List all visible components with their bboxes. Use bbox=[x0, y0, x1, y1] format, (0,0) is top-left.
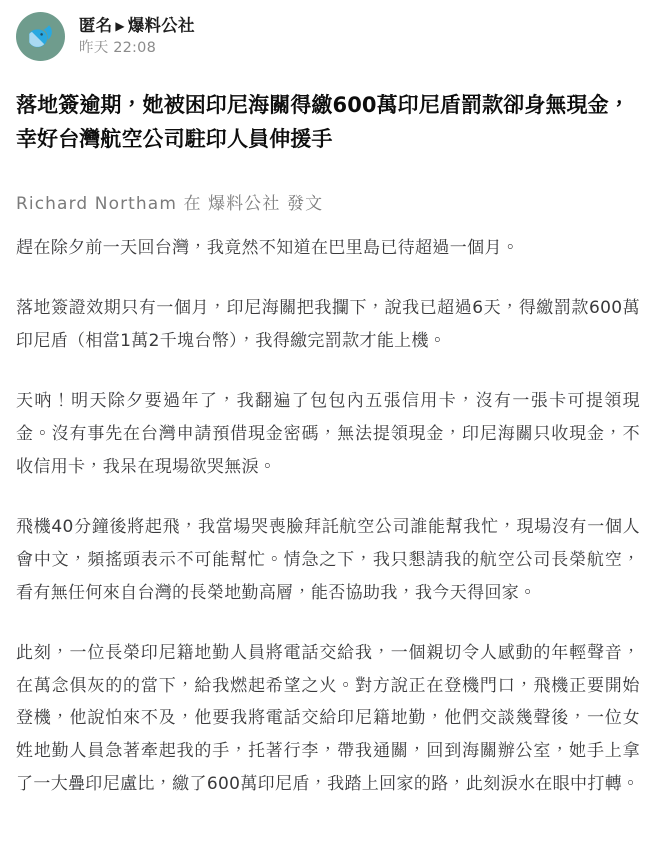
whale-icon bbox=[24, 20, 58, 54]
post-paragraph: 趕在除夕前一天回台灣，我竟然不知道在巴里島已待超過一個月。 bbox=[16, 237, 520, 258]
group-name[interactable]: 爆料公社 bbox=[127, 15, 195, 35]
post-timestamp[interactable]: 昨天 22:08 bbox=[79, 40, 156, 57]
arrow-separator-icon: ▶ bbox=[115, 18, 125, 33]
author-name[interactable]: 匿名 bbox=[79, 15, 113, 35]
post-paragraph: 天吶！明天除夕要過年了，我翻遍了包包內五張信用卡，沒有一張卡可提領現金。沒有事先在台灣申請預借現金密碼，無法提領現金，印尼海關只收現金，不收信用卡，我呆在現場欲哭無淚。 bbox=[16, 391, 640, 477]
header-text bbox=[79, 16, 195, 58]
post-paragraph: 落地簽證效期只有一個月，印尼海關把我攔下，說我已超過6天，得繳罰款600萬印尼盾（相當1萬2千塊台幣），我得繳完罰款才能上機。 bbox=[16, 298, 640, 351]
avatar[interactable] bbox=[16, 12, 65, 61]
post-body bbox=[0, 218, 656, 801]
post-paragraph: 飛機40分鐘後將起飛，我當場哭喪臉拜託航空公司誰能幫我忙，現場沒有一個人會中文，頻搖頭表示不可能幫忙。情急之下，我只懇請我的航空公司長榮航空，看有無任何來自台灣的長榮地勤高層，能否協助我，我今天得回家。 bbox=[16, 517, 640, 603]
post-byline: Richard Northam 在 爆料公社 發文 bbox=[16, 194, 324, 215]
post-title: 落地簽逾期，她被困印尼海關得繳600萬印尼盾罰款卻身無現金，幸好台灣航空公司駐印人員伸援手 bbox=[16, 93, 630, 152]
author-line bbox=[79, 16, 195, 35]
post-paragraph: 此刻，一位長榮印尼籍地勤人員將電話交給我，一個親切令人感動的年輕聲音，在萬念俱灰的的當下，給我燃起希望之火。對方說正在登機門口，飛機正要開始登機，他說怕來不及，他要我將電話交給印尼籍地勤，他們交談幾聲後，一位女姓地勤人員急著牽起我的手，托著行李，帶我通關，回到海關辦公室，她手上拿了一大疊印尼盧比，繳了600萬印尼盾，我踏上回家的路，此刻淚水在眼中打轉。 bbox=[16, 643, 640, 794]
post-header bbox=[0, 0, 656, 62]
